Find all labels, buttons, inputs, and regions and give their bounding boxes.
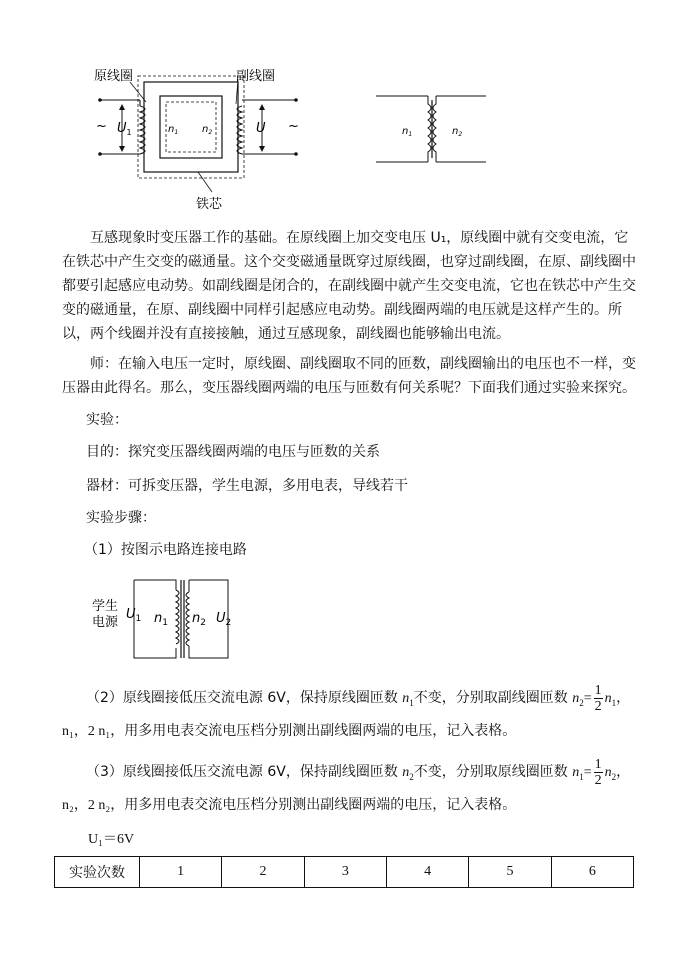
transformer-symbol-diagram [372,92,492,168]
step-2-line-2: n₁，2 n₁，用多用电表交流电压档分别测出副线圈两端的电压，记入表格。 [62,724,517,739]
primary-winding [176,590,179,644]
table-cell: 2 [222,857,304,888]
step-3-line-1: （3）原线圈接低压交流电源 6V，保持副线圈匝数 $n_2$不变，分别取原线圈匝数 $n_1=$ $\frac{1}{2}$ $n_2$， [86,756,631,788]
table-header-cell: 实验次数 [55,857,140,888]
step-3-text-b: 不变，分别取原线圈匝数 [413,764,573,780]
u1-label: $U_1$ [117,121,132,137]
step-3-text-a: （3）原线圈接低压交流电源 6V，保持副线圈匝数 [86,764,403,780]
secondary-coil-label: 副线圈 [236,69,276,84]
table-cell: 1 [140,857,222,888]
equipment-line: 器材：可拆变压器，学生电源，多用电表，导线若干 [86,478,408,494]
step-3-var-fixed: $n_2$ [402,765,414,782]
table-cell: 6 [551,857,633,888]
table-cell: 5 [469,857,551,888]
ac-symbol-right: ~ [288,119,299,134]
n2-label: $n_2$ [192,611,206,628]
primary-coil-label: 原线圈 [94,69,134,84]
u2-label: $U_2$ [216,611,232,628]
experiment-table [54,856,634,888]
flux-outline-outer [138,76,244,178]
paragraph-teacher: 师：在输入电压一定时，原线圈、副线圈取不同的匝数，副线圈输出的电压也不一样，变压器由此得名。那么，变压器线圈两端的电压与匝数有何关系呢？下面我们通过实验来探究。 [62,356,636,396]
ac-symbol-left: ~ [96,119,107,134]
experiment-label: 实验： [86,412,128,428]
step-2-var-vary: $n_2$ [572,691,584,708]
step-2-line-1: （2）原线圈接低压交流电源 6V，保持原线圈匝数 $n_1$不变，分别取副线圈匝数 $n_2=$ $\frac{1}{2}$ $n_1$， [86,682,631,714]
table-row [55,857,634,888]
step-3-line-2: n₂，2 n₂，用多用电表交流电压档分别测出副线圈两端的电压，记入表格。 [62,798,517,813]
step-3-var-vary: $n_1$ [572,765,584,782]
n1-label: $n_1$ [168,124,179,136]
fraction-one-half: $\frac{1}{2}$ [594,756,602,788]
iron-core-label: 铁芯 [196,197,223,212]
table-cell: 4 [386,857,468,888]
experiment-circuit-diagram [88,572,248,664]
n2-label: $n_2$ [202,124,213,136]
n1-label: $n_1$ [154,611,168,628]
transformer-core-diagram [90,60,320,220]
step-2-text-b: 不变，分别取副线圈匝数 [413,690,573,706]
u1-label: $U_1$ [126,607,142,624]
steps-label: 实验步骤： [86,510,156,526]
fraction-one-half: $\frac{1}{2}$ [594,682,602,714]
step-2-var-fixed: $n_1$ [402,691,414,708]
primary-winding [428,96,431,162]
power-source-label-1: 学生 [92,599,119,614]
secondary-winding [433,96,436,162]
u-label: U [256,121,266,136]
paragraph-mutual-induction: 互感现象时变压器工作的基础。在原线圈上加交变电压 U₁，原线圈中就有交变电流，它在铁芯中产生交变的磁通量。这个交变磁通量既穿过原线圈，也穿过副线圈，在原、副线圈中都要引起感应电动势。如副线圈是闭合的，在副线圈中就产生交变电流，它也在铁芯中产生交变的磁通量，在原、副线圈中同样引起感应电动势。副线圈两端的电压就是这样产生的。所以，两个线圈并没有直接接触，通过互感现象，副线圈也能够输出电流。 [62,230,636,342]
n1-label: $n_1$ [402,126,413,138]
secondary-winding [186,592,189,646]
n2-label: $n_2$ [452,126,463,138]
u1-value: U₁＝6V [88,832,135,847]
step-2-text-a: （2）原线圈接低压交流电源 6V，保持原线圈匝数 [86,690,403,706]
purpose-line: 目的：探究变压器线圈两端的电压与匝数的关系 [86,444,380,460]
step-1: （1）按图示电路连接电路 [84,542,247,558]
power-source-label-2: 电源 [92,615,119,630]
table-cell: 3 [304,857,386,888]
